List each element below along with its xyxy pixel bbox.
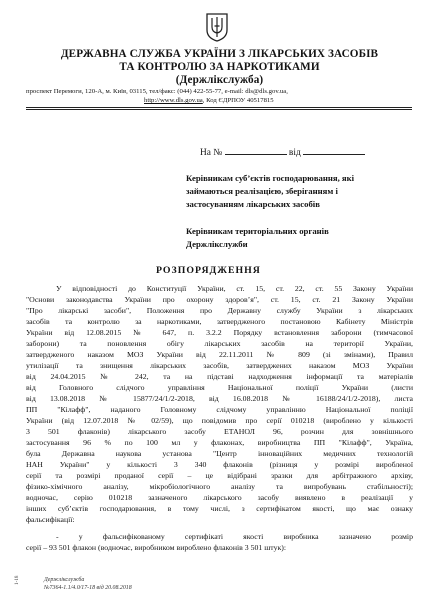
body-line: серії та розмірі проданої серії – це відібрані зразки для арбітражного архіву, — [26, 471, 413, 480]
body-line: застосування 96 % по 100 мл у флаконах, виробництва ПП "Кілафф", Україна, — [26, 438, 413, 447]
body-line: від 13.08.2018 № 15877/24/1/2-2018, від 16.08.2018 № 16188/24/1/2-2018), листа — [26, 394, 413, 403]
reference-date-field — [303, 146, 365, 155]
addressee-2-line-2: Держлікслужби — [186, 239, 248, 249]
addressee-1-line-1: Керівникам суб’єктів господарювання, які — [186, 173, 355, 183]
address-line: проспект Перемоги, 120-А, м. Київ, 03115, тел/факс: (044) 422-55-77, e-mail: dls@dls.gov.ua, — [26, 88, 288, 95]
header-divider-2 — [26, 109, 412, 110]
body-line: "Основи законодавства України про охорону здоров’я", ст. 15, ст. 21 Закону України — [26, 295, 413, 304]
body-line: - у фальсифікованому сертифікаті якості виробника зазначено розмір — [56, 532, 413, 541]
coat-of-arms-icon — [205, 12, 229, 42]
body-line: НАН України" у кількості 3 340 флаконів (різниця у розмірі виробленої — [26, 460, 413, 469]
addressee-1-line-3: застосуванням лікарських засобів — [186, 199, 320, 209]
org-name-line-2: ТА КОНТРОЛЮ ЗА НАРКОТИКАМИ — [119, 61, 320, 73]
body-line: засобів та контролю за наркотиками, затвердженого постановою Кабінету Міністрів — [26, 317, 413, 326]
header-divider — [26, 107, 412, 108]
reference-number-label: На № — [200, 148, 223, 158]
registration-number: №7364-1.1/4.0/17-18 від 20.08.2018 — [44, 585, 132, 591]
body-line: заборони) та поновлення обігу лікарських засобів на території України, — [26, 339, 413, 348]
body-line: від Головного слідчого управління Національної поліції України (листи — [26, 383, 413, 392]
body-line: фальсифікації: — [26, 515, 75, 524]
body-line: України (від 12.07.2018 № 02/59), що повідомив про серії 010218 (вироблено у кількості — [26, 416, 413, 425]
addressee-1-line-2: займаються реалізацією, зберіганням і — [186, 186, 338, 196]
document-title: РОЗПОРЯДЖЕННЯ — [156, 265, 261, 276]
body-line: від 24.04.2015 № 242, та на підставі надходження інформації та матеріалів — [26, 372, 413, 381]
signature-org: Держлікслужба — [44, 577, 85, 583]
addressee-2-line-1: Керівникам територіальних органів — [186, 226, 329, 236]
edrpou-code: Код ЄДРПОУ 40517815 — [206, 97, 274, 104]
reference-date-label: від — [288, 148, 301, 158]
body-line: затвердженого наказом МОЗ України від 22.11.2011 № 809 (зі змінами), Правил — [26, 350, 413, 359]
reference-number-field — [225, 146, 287, 155]
body-line: утилізації та знищення лікарських засобів, затверджених наказом МОЗ України — [26, 361, 413, 370]
body-line: "Про лікарські засоби", Положення про Державну службу України з лікарських — [26, 306, 413, 315]
org-name-line-1: ДЕРЖАВНА СЛУЖБА УКРАЇНИ З ЛІКАРСЬКИХ ЗАСОБІВ — [60, 48, 379, 60]
body-line: була Державна наукова установа "Центр інноваційних медичних технологій — [26, 449, 413, 458]
side-stamp: 1-18 — [14, 575, 20, 585]
website-link[interactable]: http://www.dls.gov.ua — [144, 97, 203, 104]
reference-line — [200, 146, 365, 158]
body-line: серії – 93 501 флакон (водночас, виробником вироблено флаконів 3 501 штук): — [26, 543, 287, 552]
body-line: ПП "Кілафф", наданого Головному слідчому управлінню Національної поліції — [26, 405, 413, 414]
body-line: водночас, серію 010218 зазначеного лікарського засобу виявлено в реалізації у — [26, 493, 413, 502]
body-line: 3 501 флаконів) лікарського засобу ЕТАНОЛ 96, розчин для зовнішнього — [26, 427, 413, 436]
body-line: фізико-хімічного аналізу, мікробіологічного аналізу та випробувань стабільності); — [26, 482, 413, 491]
org-short-name: (Держлікслужба) — [175, 74, 264, 86]
body-line: інших суб’єктів господарювання, в тому числі, з сертифікатом якості, що має ознаку — [26, 504, 413, 513]
address-line-2: http://www.dls.gov.ua, Код ЄДРПОУ 40517815 — [144, 97, 274, 104]
body-line: України від 12.08.2015 № 647, п. 3.2.2 Порядку встановлення заборони (тимчасової — [26, 328, 413, 337]
body-line: У відповідності до Конституції України, ст. 15, ст. 22, ст. 55 Закону України — [56, 284, 413, 293]
